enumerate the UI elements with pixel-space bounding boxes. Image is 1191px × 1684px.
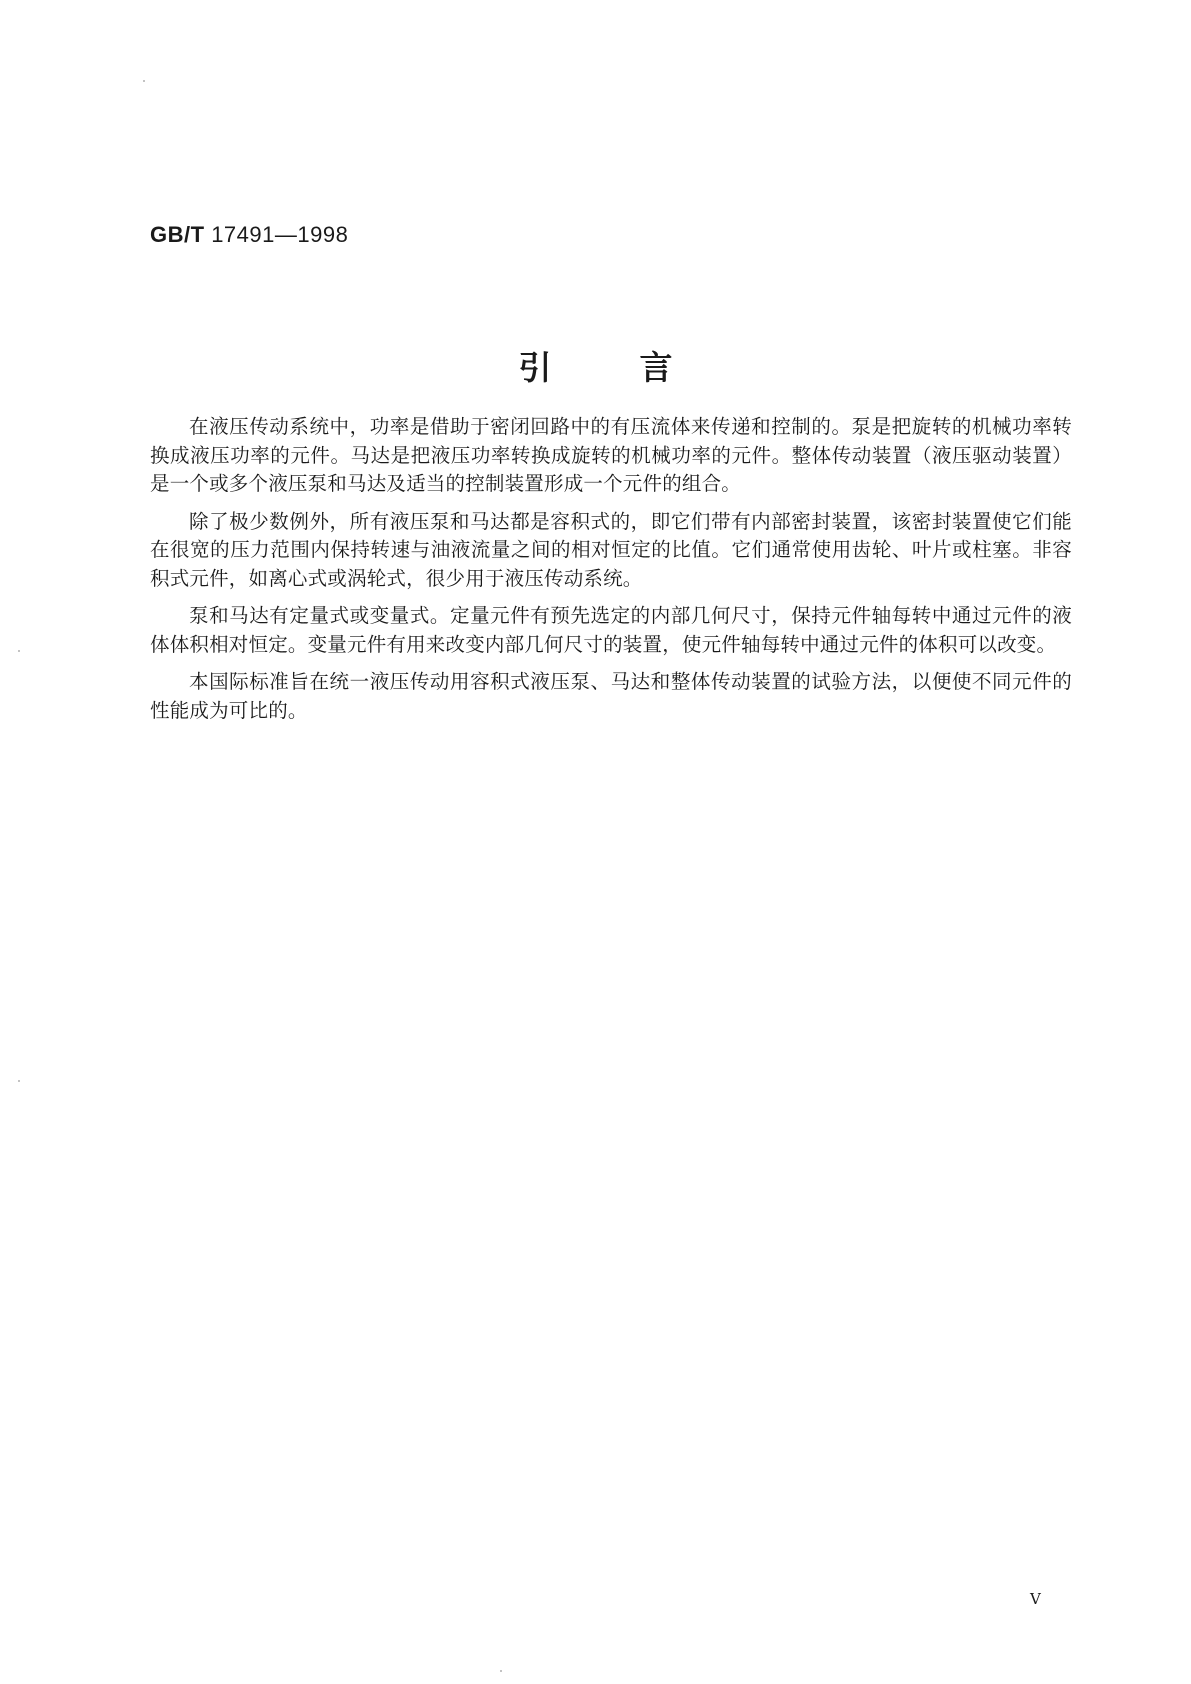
standard-prefix: GB/T (150, 222, 205, 247)
section-title: 引言 (518, 348, 761, 387)
paragraph: 在液压传动系统中，功率是借助于密闭回路中的有压流体来传递和控制的。泵是把旋转的机械功率转换成液压功率的元件。马达是把液压功率转换成旋转的机械功率的元件。整体传动装置（液压驱动装置）是一个或多个液压泵和马达及适当的控制装置形成一个元件的组合。 (150, 415, 1072, 495)
paragraph: 本国际标准旨在统一液压传动用容积式液压泵、马达和整体传动装置的试验方法，以便使不同元件的性能成为可比的。 (150, 670, 1072, 722)
scan-speck (18, 650, 20, 652)
standard-number: 17491—1998 (211, 222, 349, 247)
page-number: V (1030, 1590, 1041, 1608)
scan-speck (500, 1670, 502, 1672)
body-text (150, 413, 1072, 734)
scan-speck (18, 1080, 20, 1082)
paragraph: 除了极少数例外，所有液压泵和马达都是容积式的，即它们带有内部密封装置，该密封装置使它们能在很宽的压力范围内保持转速与油液流量之间的相对恒定的比值。它们通常使用齿轮、叶片或柱塞。非容积式元件，如离心式或涡轮式，很少用于液压传动系统。 (150, 509, 1072, 590)
standard-code (150, 222, 348, 248)
paragraph: 泵和马达有定量式或变量式。定量元件有预先选定的内部几何尺寸，保持元件轴每转中通过元件的液体体积相对恒定。变量元件有用来改变内部几何尺寸的装置，使元件轴每转中通过元件的体积可以改变。 (150, 604, 1072, 656)
scan-speck (143, 80, 145, 82)
